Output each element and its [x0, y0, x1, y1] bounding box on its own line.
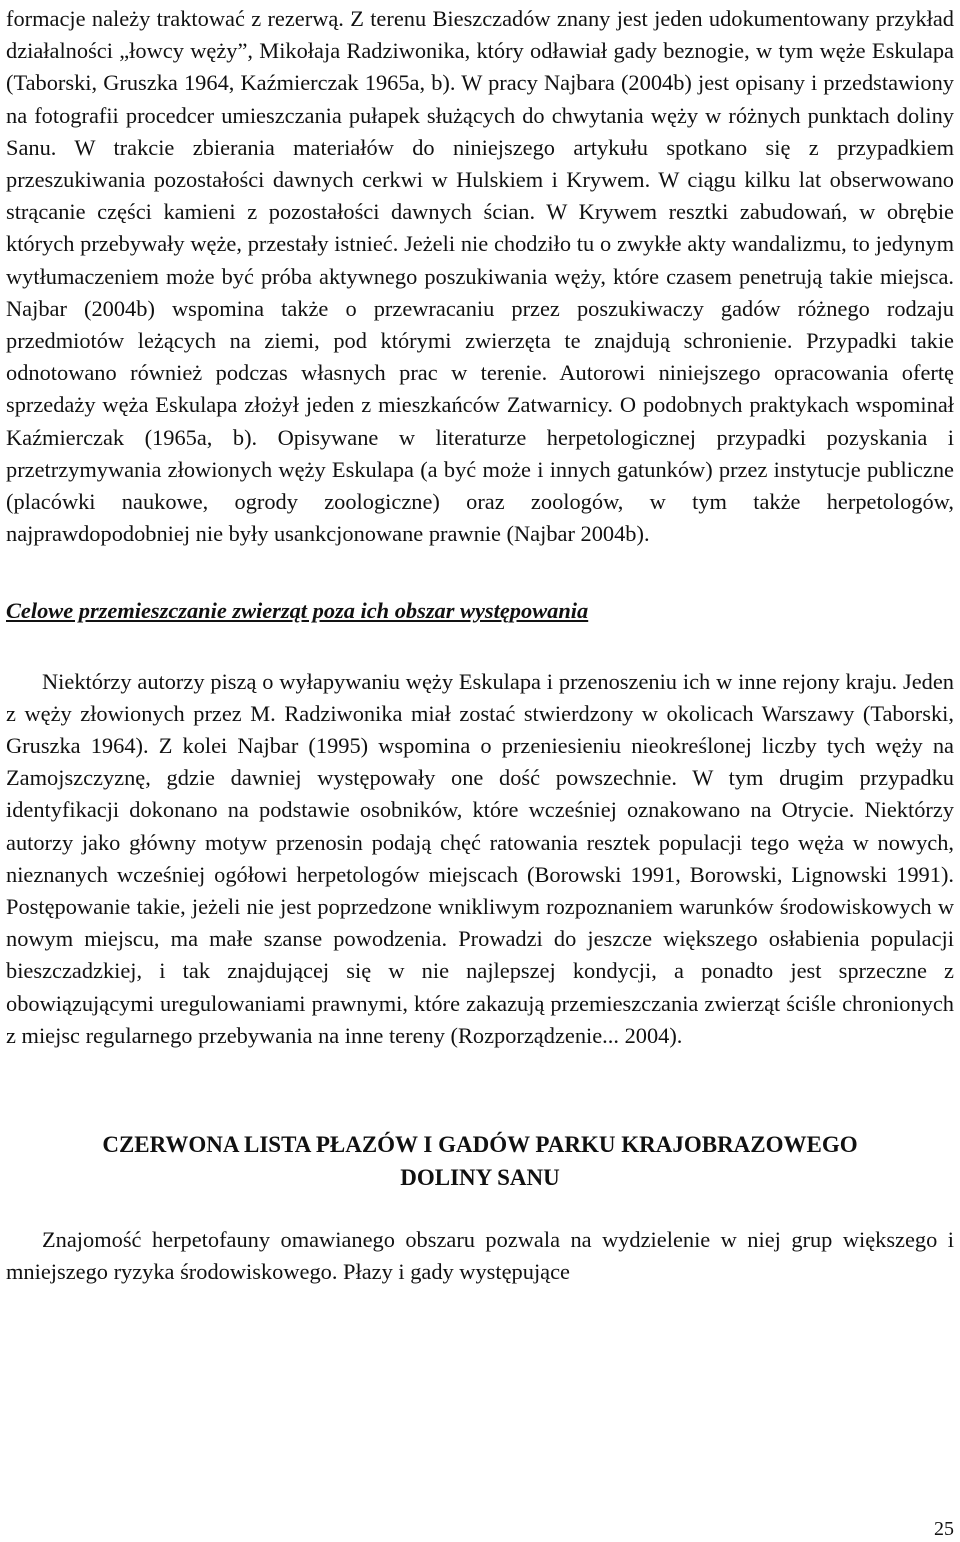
body-paragraph-3: Znajomość herpetofauny omawianego obszaru pozwala na wydzielenie w niej grup większego i mniejszego ryzyka środowiskowego. Płazy i gady występujące: [6, 1227, 954, 1285]
chapter-heading: [6, 1128, 954, 1194]
body-paragraph-2: Niektórzy autorzy piszą o wyłapywaniu węży Eskulapa i przenoszeniu ich w inne rejony kraju. Jeden z węży złowionych przez M. Radziwonika miał zostać stwierdzony w okolicach Warszawy (Taborski, Gruszka 1964). Z kolei Najbar (1995) wspomina o przeniesieniu nieokreślonej liczby tych węży na Zamojszczyznę, gdzie dawniej występowały one dość powszechnie. W tym drugim przypadku identyfikacji dokonano na podstawie osobników, które wcześniej oznakowano na Otrycie. Niektórzy autorzy jako główny motyw przenosin podają chęć ratowania resztek populacji tego węża w nowych, nieznanych wcześniej ogółowi herpetologów miejscach (Borowski 1991, Borowski, Lignowski 1991). Postępowanie takie, jeżeli nie jest poprzedzone wnikliwym rozpoznaniem warunków środowiskowych w nowym miejscu, ma małe szanse powodzenia. Prowadzi do jeszcze większego osłabienia populacji bieszczadzkiej, i tak znajdującej się w nie najlepszej kondycji, a ponadto jest sprzeczne z obowiązującymi uregulowaniami prawnymi, które zakazują przemieszczania zwierząt ściśle chronionych z miejsc regularnego przebywania na inne tereny (Rozporządzenie... 2004).: [6, 668, 954, 1048]
chapter-heading-line-1: CZERWONA LISTA PŁAZÓW I GADÓW PARKU KRAJOBRAZOWEGO: [102, 1132, 858, 1158]
page-number: 25: [934, 1518, 954, 1540]
section-heading: Celowe przemieszczanie zwierząt poza ich obszar występowania: [6, 598, 589, 624]
body-paragraph-1: formacje należy traktować z rezerwą. Z terenu Bieszczadów znany jest jeden udokumentowany przykład działalności „łowcy węży”, Mikołaja Radziwonika, który odławiał gady beznogie, w tym węże Eskulapa (Taborski, Gruszka 1964, Kaźmierczak 1965a, b). W pracy Najbara (2004b) jest opisany i przedstawiony na fotografii procedcer umieszczania pułapek służących do chwytania węży w różnych punktach doliny Sanu. W trakcie zbierania materiałów do niniejszego artykułu spotkano się z przypadkiem przeszukiwania pozostałości dawnych cerkwi w Hulskiem i Krywem. W ciągu kilku lat obserwowano strącanie części kamieni z pozostałości dawnych ścian. W Krywem resztki zabudowań, w obrębie których przebywały węże, przestały istnieć. Jeżeli nie chodziło tu o zwykłe akty wandalizmu, to jedynym wytłumaczeniem może być próba aktywnego poszukiwania węży, które czasem penetrują takie miejsca. Najbar (2004b) wspomina także o przewracaniu przez poszukiwaczy gadów różnego rodzaju przedmiotów leżących na ziemi, pod którymi zwierzęta te znajdują schronienie. Przypadki takie odnotowano również podczas własnych prac w terenie. Autorowi niniejszego opracowania ofertę sprzedaży węża Eskulapa złożył jeden z mieszkańców Zatwarnicy. O podobnych praktykach wspominał Kaźmierczak (1965a, b). Opisywane w literaturze herpetologicznej przypadki pozyskania i przetrzymywania złowionych węży Eskulapa (a być może i innych gatunków) przez instytucje publiczne (placówki naukowe, ogrody zoologiczne) oraz zoologów, w tym także herpetologów, najprawdopodobniej nie były usankcjonowane prawnie (Najbar 2004b).: [6, 6, 954, 547]
chapter-heading-line-2: DOLINY SANU: [400, 1165, 560, 1191]
page-body: [6, 0, 954, 1289]
